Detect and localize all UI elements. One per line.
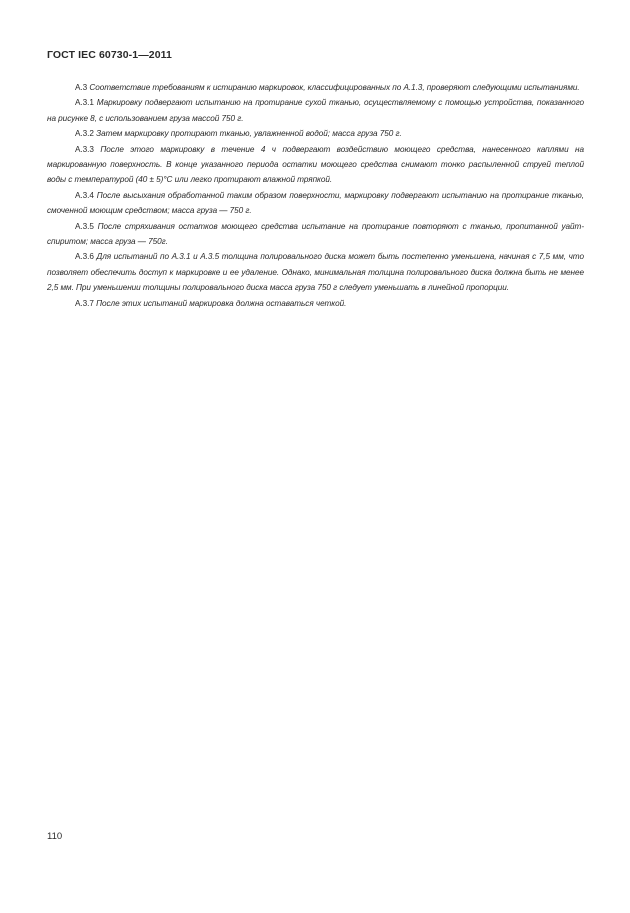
document-header: ГОСТ IEC 60730-1—2011 xyxy=(47,49,172,61)
paragraph xyxy=(47,219,584,250)
clause-number: А.3.7 xyxy=(75,298,94,308)
clause-number: А.3.2 xyxy=(75,129,94,139)
paragraph-text: После этих испытаний маркировка должна оставаться четкой. xyxy=(96,298,347,308)
paragraph xyxy=(47,249,584,295)
paragraph xyxy=(47,95,584,126)
paragraph-text: После высыхания обработанной таким образом поверхности, маркировку подвергают испытанию на протирание тканью, смоченной моющим средством; масса груза — 750 г. xyxy=(47,190,584,216)
paragraph-text: Затем маркировку протирают тканью, увлажненной водой; масса груза 750 г. xyxy=(96,129,402,139)
paragraph xyxy=(47,296,584,311)
paragraph xyxy=(47,142,584,188)
paragraph xyxy=(47,126,584,141)
paragraph-text: Соответствие требованиям к истиранию маркировок, классифицированных по А.1.3, проверяют следующими испытаниями. xyxy=(89,83,580,92)
clause-number: А.3 xyxy=(75,83,88,92)
paragraph-text: После стряхивания остатков моющего средства испытание на протирание повторяют с тканью, пропитанной уайт-спиритом; масса груза — 750г. xyxy=(47,221,584,247)
paragraph-text: После этого маркировку в течение 4 ч подвергают воздействию моющего средства, нанесенного каплями на маркированную поверхность. В конце указанного периода остатки моющего средства снимают тонко распыленной струей теплой воды с температурой (40 ± 5)°С или легко протирают влажной тряпкой. xyxy=(47,144,584,185)
paragraph-text: Маркировку подвергают испытанию на протирание сухой тканью, осуществляемому с помощью устройства, показанного на рисунке 8, с использованием груза массой 750 г. xyxy=(47,98,584,123)
clause-number: А.3.1 xyxy=(75,98,94,108)
paragraph xyxy=(47,188,584,219)
paragraph-text: Для испытаний по А.3.1 и А.3.5 толщина полировального диска может быть постепенно уменьшена, начиная с 7,5 мм, что позволяет обеспечить доступ к маркировке и ее удаление. Однако, минимальная толщина полировального диска должна быть не менее 2,5 мм. При уменьшении толщины полировального диска масса груза 750 г следует уменьшать в линейной пропорции. xyxy=(47,252,584,293)
page-number: 110 xyxy=(47,831,63,842)
clause-number: А.3.5 xyxy=(75,221,94,231)
clause-number: А.3.6 xyxy=(75,252,94,262)
clause-number: А.3.4 xyxy=(75,190,94,200)
clause-number: А.3.3 xyxy=(75,144,94,154)
paragraph xyxy=(47,80,584,95)
document-body xyxy=(47,80,584,311)
